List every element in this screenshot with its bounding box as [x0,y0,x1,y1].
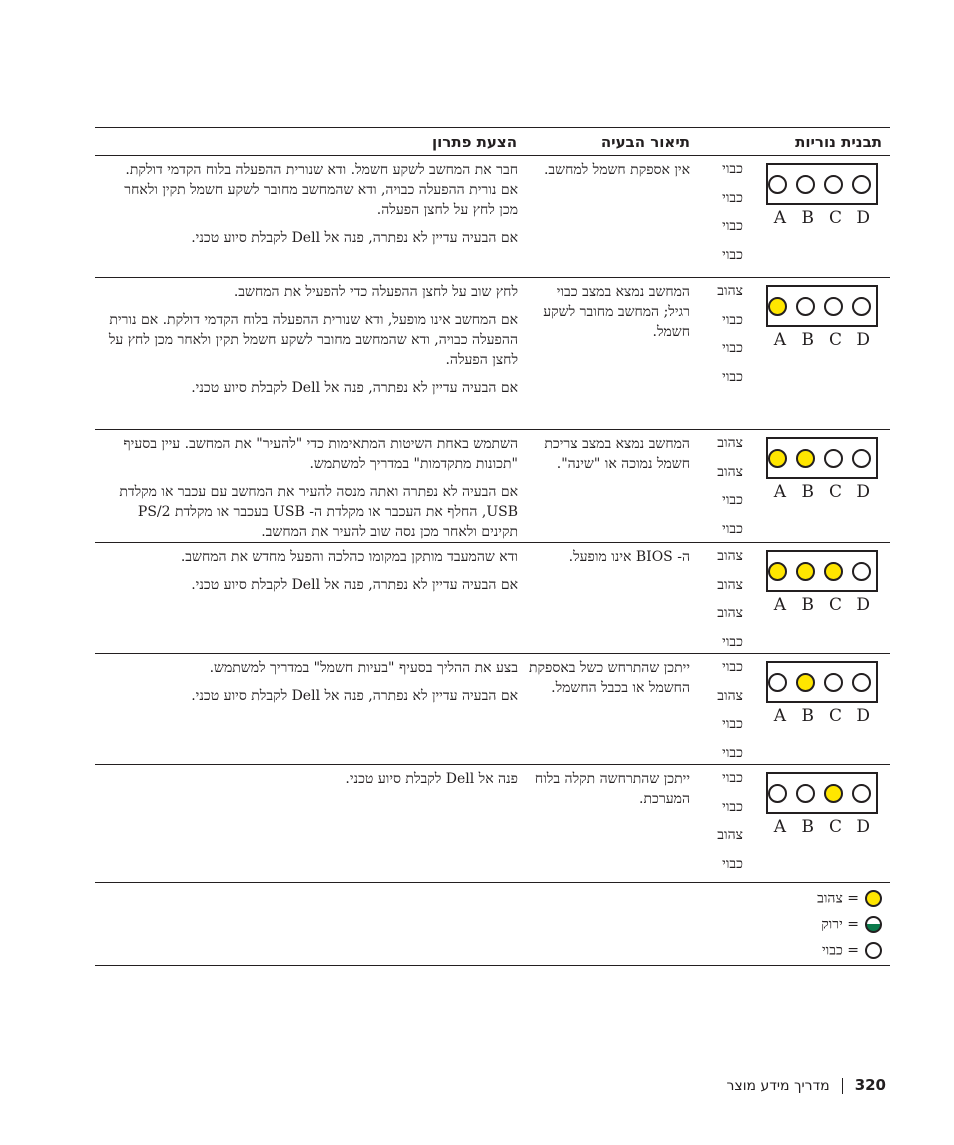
suggested-solution [106,434,518,550]
legend-off [822,942,882,964]
led-letter: B [801,706,814,726]
led-state: כבוי [722,659,743,675]
led-state: כבוי [722,218,743,234]
led-state: צהוב [717,463,743,480]
table-row [95,155,890,278]
led-letter: D [856,208,870,228]
footer-divider [842,1078,843,1094]
header-description: תיאור הבעיה [600,133,690,151]
off-led-icon [824,297,843,316]
led-letter: D [856,706,870,726]
legend-label: = כבוי [821,942,859,959]
problem-description: ה- BIOS אינו מופעל. [568,549,690,565]
legend-green [821,916,882,938]
solution-paragraph: השתמש באחת השיטות המתאימות כדי "להעיר" את המחשב. עיין בסעיף "תכונות מתקדמות" במדריך למשתמש. [123,436,518,472]
led-state: צהוב [717,548,743,564]
led-letter: B [801,595,814,615]
led-states [703,548,743,662]
led-state: צהוב [717,827,743,843]
led-state: כבוי [722,716,743,732]
solution-paragraph: חבר את המחשב לשקע חשמל. ודא שנורית ההפעלה בלוח הקדמי דולקת. אם נורית ההפעלה כבויה, ודא שהמחשב מחובר לשקע חשמל תקין ולאחר מכן לחץ על לחצן הפעלה. [124,162,518,218]
led-state: כבוי [722,744,743,761]
legend-yellow [817,890,882,912]
led-state: צהוב [717,435,743,451]
yellow-led-icon [824,784,843,803]
led-letter: D [856,330,870,350]
off-led-icon [796,297,815,316]
table-header [95,127,890,156]
led-letter: A [773,706,786,726]
suggested-solution [106,160,518,256]
off-led-icon [852,449,871,468]
legend [95,882,890,966]
led-state: כבוי [722,189,743,206]
led-letter: C [828,595,842,615]
yellow-led-icon [796,449,815,468]
led-state: כבוי [722,368,743,385]
off-led-icon [852,297,871,316]
yellow-led-icon [768,562,787,581]
led-letter: C [828,706,842,726]
led-state: כבוי [722,520,743,537]
off-led-icon [852,673,871,692]
solution-paragraph: לחץ שוב על לחצן ההפעלה כדי להפעיל את המחשב. [233,284,518,300]
led-letter: C [828,330,842,350]
led-letter: D [856,482,870,502]
led-states [703,770,743,884]
yellow-led-icon [768,449,787,468]
yellow-led-icon [796,562,815,581]
led-state: כבוי [722,855,743,872]
led-state: כבוי [722,798,743,815]
off-led-icon [852,175,871,194]
led-states [703,659,743,773]
led-states [703,435,743,549]
led-letter: A [773,330,786,350]
solution-paragraph: אם הבעיה לא נפתרה ואתה מנסה להעיר את המחשב עם עכבר או מקלדת USB, החלף את העכבר או מקלדת ה- USB בעכבר או מקלדת PS/2 תקינים ולאחר מכן נסה שוב להעיר את המחשב. [119,484,518,540]
led-panel [766,550,878,592]
led-letter: D [856,817,870,837]
led-letter: A [773,817,786,837]
led-letter: A [773,208,786,228]
off-led-icon [824,673,843,692]
yellow-led-icon [768,297,787,316]
table-row [95,277,890,430]
off-led-icon [768,673,787,692]
solution-paragraph: אם הבעיה עדיין לא נפתרה, פנה אל Dell לקבלת סיוע טכני. [191,230,518,246]
led-state: צהוב [717,576,743,593]
led-state: כבוי [722,492,743,508]
legend-label: = צהוב [817,890,859,907]
table-row [95,653,890,765]
legend-label: = ירוק [821,916,859,933]
suggested-solution [106,769,518,797]
led-letter: A [773,482,786,502]
led-state: כבוי [722,311,743,328]
led-states [703,283,743,397]
off-led-icon [865,942,882,959]
led-letter: C [828,208,842,228]
problem-description: המחשב נמצא במצב צריכת חשמל נמוכה או "שינה". [544,436,690,472]
led-panel [766,437,878,479]
problem-description: אין אספקת חשמל למחשב. [543,162,690,178]
yellow-led-icon [865,890,882,907]
led-state: צהוב [717,687,743,704]
yellow-led-icon [796,673,815,692]
solution-paragraph: ודא שהמעבד מותקן במקומו כהלכה והפעל מחדש את המחשב. [180,549,518,565]
suggested-solution [106,282,518,406]
footer-title: מדריך מידע מוצר [726,1078,830,1094]
table-row [95,429,890,543]
led-letter: C [828,482,842,502]
led-panel [766,661,878,703]
led-letter: D [856,595,870,615]
header-solution: הצעת פתרון [432,133,517,151]
off-led-icon [852,784,871,803]
off-led-icon [852,562,871,581]
led-letter: B [801,817,814,837]
suggested-solution [106,547,518,603]
problem-description: ייתכן שהתרחש כשל באספקת החשמל או בכבל החשמל. [529,660,690,696]
table-row [95,764,890,883]
led-state: כבוי [722,246,743,263]
led-state: כבוי [722,340,743,356]
led-letter: C [828,817,842,837]
led-state: כבוי [722,161,743,177]
off-led-icon [796,175,815,194]
led-state: צהוב [717,283,743,299]
solution-paragraph: אם הבעיה עדיין לא נפתרה, פנה אל Dell לקבלת סיוע טכני. [191,688,518,704]
off-led-icon [768,175,787,194]
solution-paragraph: בצע את ההליך בסעיף "בעיות חשמל" במדריך למשתמש. [209,660,518,676]
solution-paragraph: פנה אל Dell לקבלת סיוע טכני. [345,771,518,787]
solution-paragraph: אם הבעיה עדיין לא נפתרה, פנה אל Dell לקבלת סיוע טכני. [191,380,518,396]
suggested-solution [106,658,518,714]
off-led-icon [768,784,787,803]
page-number: 320 [854,1076,886,1094]
led-letter: A [773,595,786,615]
led-letter: B [801,330,814,350]
yellow-led-icon [824,562,843,581]
led-letter: B [801,208,814,228]
led-panel [766,772,878,814]
led-state: כבוי [722,633,743,650]
off-led-icon [824,449,843,468]
led-letter: B [801,482,814,502]
solution-paragraph: אם הבעיה עדיין לא נפתרה, פנה אל Dell לקבלת סיוע טכני. [191,577,518,593]
green-led-icon [865,916,882,933]
off-led-icon [796,784,815,803]
led-state: כבוי [722,770,743,786]
led-states [703,161,743,275]
solution-paragraph: אם המחשב אינו מופעל, ודא שנורית ההפעלה בלוח הקדמי דולקת. אם נורית ההפעלה כבויה, ודא שהמחשב מחובר לשקע חשמל תקין ולאחר מכן לחץ על לחצן הפעלה. [108,312,518,368]
header-pattern: תבנית נוריות [795,133,882,151]
problem-description: ייתכן שהתרחשה תקלה בלוח המערכת. [534,771,690,807]
led-state: צהוב [717,605,743,621]
table-row [95,542,890,654]
problem-description: המחשב נמצא במצב כבוי רגיל; המחשב מחובר לשקע חשמל. [543,284,690,340]
page-footer [727,1076,887,1094]
led-panel [766,285,878,327]
off-led-icon [824,175,843,194]
led-panel [766,163,878,205]
